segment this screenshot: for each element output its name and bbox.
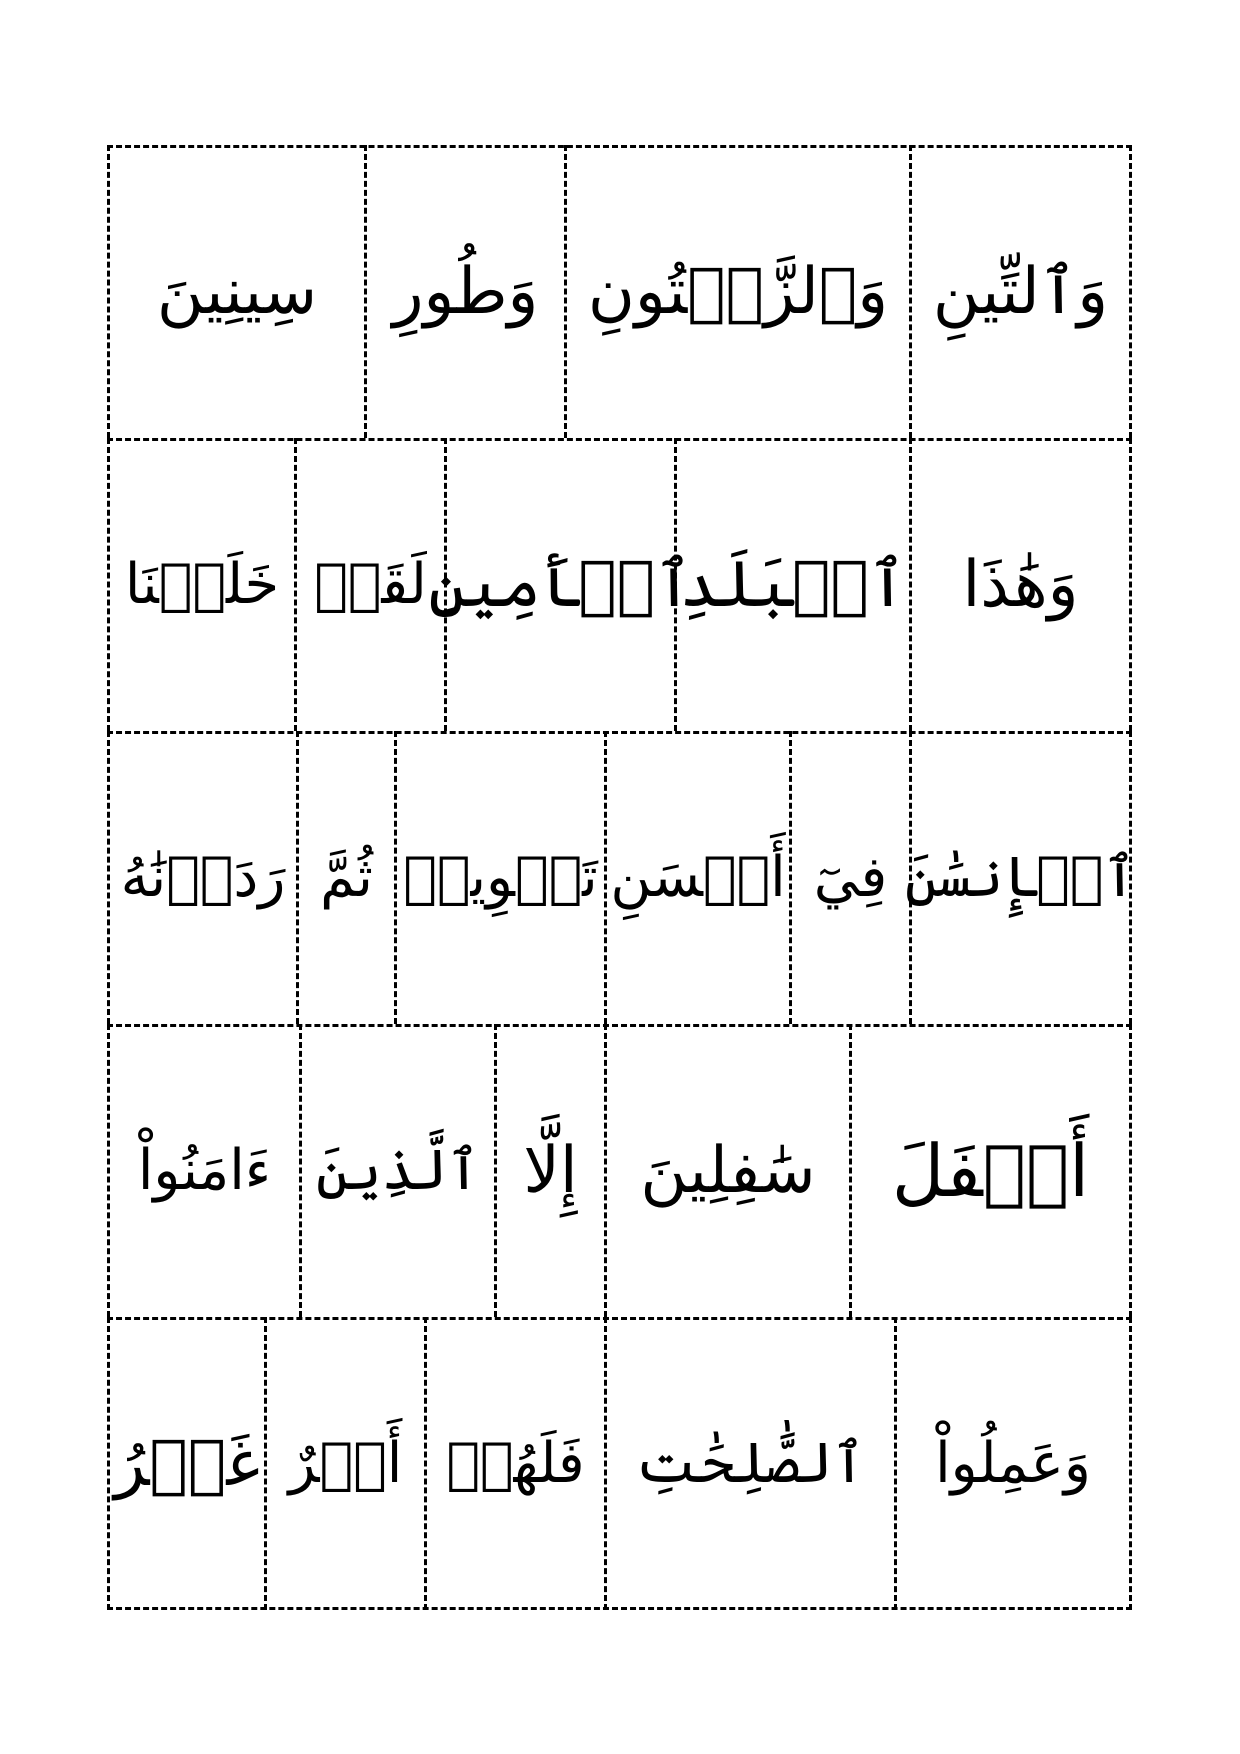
word-card (297, 438, 447, 731)
word-card (904, 731, 1137, 1024)
word-card (852, 1024, 1132, 1317)
word-card (607, 1317, 897, 1610)
word-card (912, 145, 1132, 438)
card-word: لَقَدۡ (314, 551, 427, 617)
word-card (428, 438, 693, 731)
word-card (897, 1317, 1132, 1610)
card-row-5 (107, 1317, 1132, 1610)
card-word: سِينِينَ (156, 254, 318, 329)
word-card-grid (107, 145, 1137, 1610)
cut-line (107, 731, 1132, 734)
card-word: ٱلۡبَلَدِ (679, 547, 907, 622)
word-card (107, 145, 367, 438)
word-card (607, 1024, 852, 1317)
word-card (567, 145, 912, 438)
cut-line (107, 438, 1132, 441)
word-card (367, 145, 567, 438)
card-word: رَدَدۡنَٰهُ (120, 844, 286, 910)
card-word: سَٰفِلِينَ (640, 1133, 816, 1208)
card-word: وَطُورِ (392, 254, 539, 329)
card-word: وَهَٰذَا (962, 547, 1079, 622)
word-card (607, 731, 792, 1024)
word-card (299, 731, 397, 1024)
word-card (497, 1024, 607, 1317)
card-word: ٱلَّذِينَ (315, 1137, 481, 1203)
card-word: ٱلۡإِنسَٰنَ (904, 844, 1137, 910)
card-word: وَعَمِلُواْ (935, 1430, 1091, 1496)
card-word: تَقۡوِيمٖ (403, 844, 598, 910)
word-card (302, 1024, 497, 1317)
word-card (267, 1317, 427, 1610)
card-word: غَيۡرُ (114, 1426, 260, 1501)
card-word: إِلَّا (523, 1133, 578, 1208)
card-word: وَٱلتِّينِ (932, 254, 1109, 329)
word-card (427, 1317, 607, 1610)
card-word: ءَامَنُواْ (137, 1137, 272, 1203)
cut-line (107, 1024, 1132, 1027)
word-card (107, 1317, 267, 1610)
card-word: خَلَقۡنَا (124, 551, 280, 617)
card-word: ٱلصَّٰلِحَٰتِ (635, 1430, 866, 1496)
word-card (912, 438, 1132, 731)
cut-line-bottom (107, 1607, 1132, 1610)
card-word: وَٱلزَّيۡتُونِ (587, 254, 889, 329)
word-card (107, 731, 299, 1024)
word-card (677, 438, 912, 731)
card-word: فِيٓ (813, 844, 888, 910)
card-word: أَسۡفَلَ (891, 1128, 1090, 1213)
card-word: ثُمَّ (320, 844, 373, 910)
card-word: أَحۡسَنِ (610, 844, 786, 910)
word-card (397, 731, 607, 1024)
cut-line-top (107, 145, 1132, 148)
card-word: فَلَهُمۡ (446, 1430, 585, 1496)
card-word: أَجۡرٌ (288, 1430, 403, 1496)
card-word: ٱلۡأَمِينِ (428, 547, 693, 622)
cut-line (107, 1317, 1132, 1320)
word-card (107, 438, 297, 731)
word-card (792, 731, 912, 1024)
card-row-3 (107, 731, 1137, 1024)
card-row-4 (107, 1024, 1132, 1317)
card-row-1 (107, 145, 1132, 438)
card-row-2 (107, 438, 1132, 731)
word-card (107, 1024, 302, 1317)
